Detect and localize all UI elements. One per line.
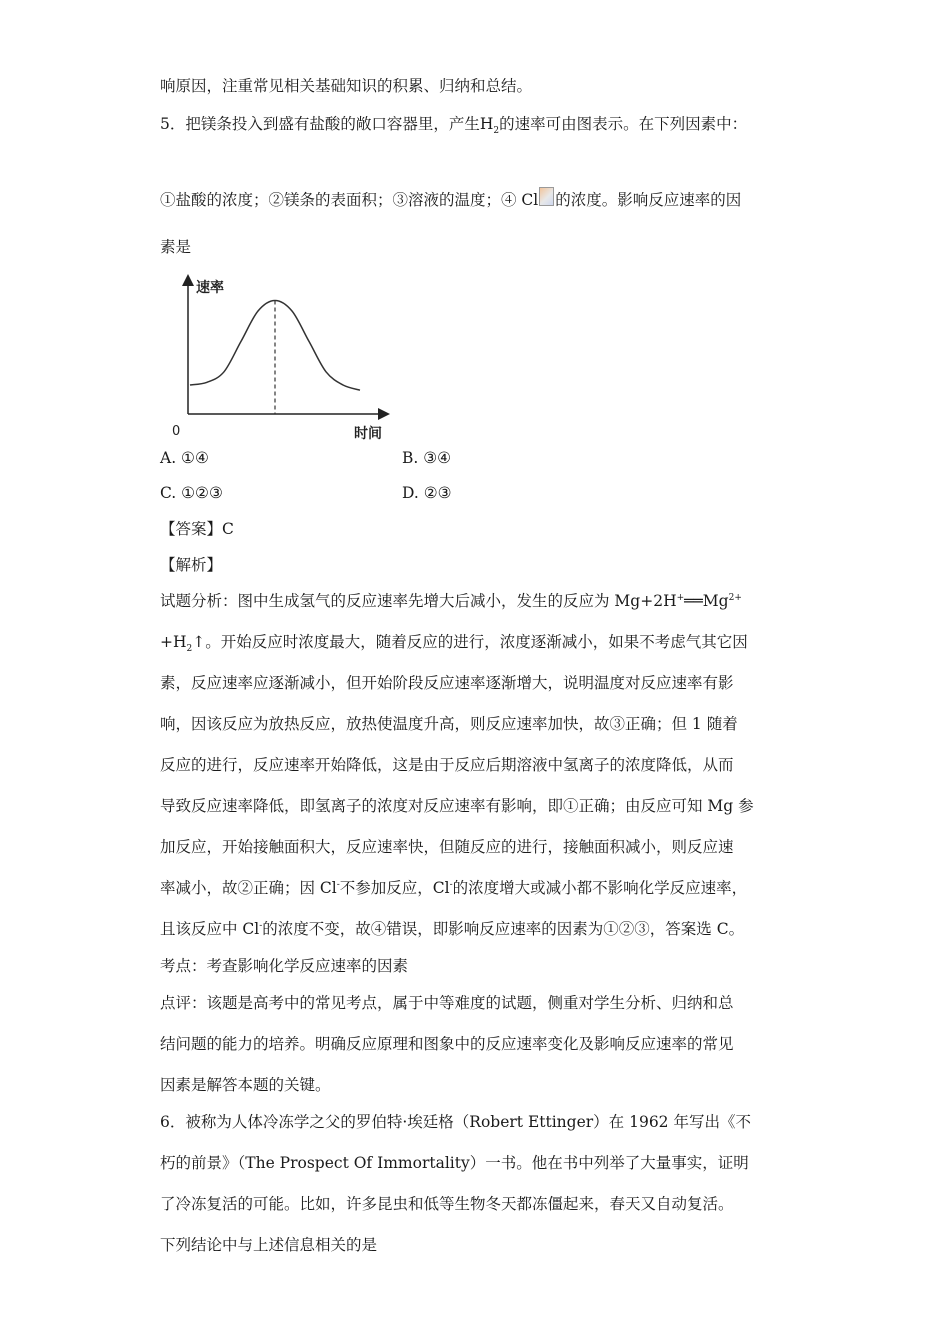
comment-line: 因素是解答本题的关键。 (160, 1076, 331, 1094)
y-axis-label: 速率 (196, 280, 224, 296)
analysis-line: 导致反应速率降低，即氢离子的浓度对反应速率有影响，即①正确；由反应可知 Mg 参 (160, 797, 754, 815)
comment-line: 点评：该题是高考中的常见考点，属于中等难度的试题，侧重对学生分析、归纳和总 (160, 994, 734, 1012)
question-5-factors: ①盐酸的浓度；②镁条的表面积；③溶液的温度；④ Cl 的浓度。影响反应速率的因 (160, 187, 741, 210)
answer-line: 【答案】C (160, 520, 234, 538)
analysis-line: 率减小，故②正确；因 Cl-不参加反应，Cl-的浓度增大或减小都不影响化学反应速率， (160, 879, 748, 897)
origin-label: 0 (172, 424, 181, 439)
option-a[interactable]: A. ①④ (160, 449, 209, 467)
analysis-heading: 【解析】 (160, 556, 223, 574)
analysis-line: 响，因该反应为放热反应，放热使温度升高，则反应速率加快，故③正确；但 1 随着 (160, 715, 738, 733)
comment-line: 结问题的能力的培养。明确反应原理和图象中的反应速率变化及影响反应速率的常见 (160, 1035, 734, 1053)
question-6-line: 6．被称为人体冷冻学之父的罗伯特·埃廷格（Robert Ettinger）在 1962 年写出《不 (160, 1113, 751, 1131)
question-6-line: 朽的前景》（The Prospect Of Immortality）一书。他在书中列举了大量事实，证明 (160, 1154, 749, 1172)
analysis-line: $+H_2↑$。开始反应时浓度最大，随着反应的进行，浓度逐渐减小，如果不考虑气其它因 (160, 633, 748, 655)
text-line: 响原因，注重常见相关基础知识的积累、归纳和总结。 (160, 77, 533, 95)
x-axis-label: 时间 (354, 426, 382, 442)
question-6-line: 了冷冻复活的可能。比如，许多昆虫和低等生物冬天都冻僵起来，春天又自动复活。 (160, 1195, 734, 1213)
rate-time-graph (160, 272, 400, 447)
kaodian-line: 考点：考查影响化学反应速率的因素 (160, 957, 409, 975)
option-b[interactable]: B. ③④ (402, 449, 452, 467)
analysis-line: 试题分析：图中生成氢气的反应速率先增大后减小，发生的反应为 $Mg+2H^+══Mg^{2+}$ (160, 592, 742, 610)
broken-image-icon (539, 187, 554, 206)
question-5-factors-cont: 素是 (160, 238, 192, 256)
analysis-line: 反应的进行，反应速率开始降低，这是由于反应后期溶液中氢离子的浓度降低，从而 (160, 756, 734, 774)
option-d[interactable]: D. ②③ (402, 484, 452, 502)
analysis-line: 加反应，开始接触面积大，反应速率快，但随反应的进行，接触面积减小，则反应速 (160, 838, 734, 856)
question-6-line: 下列结论中与上述信息相关的是 (160, 1236, 378, 1254)
analysis-line: 且该反应中 Cl-的浓度不变，故④错误，即影响反应速率的因素为①②③，答案选 C。 (160, 920, 745, 938)
option-c[interactable]: C. ①②③ (160, 484, 223, 502)
analysis-line: 素，反应速率应逐渐减小，但开始阶段反应速率逐渐增大，说明温度对反应速率有影 (160, 674, 734, 692)
question-5-stem: 5．把镁条投入到盛有盐酸的敞口容器里，产生$H_2$的速率可由图表示。在下列因素中： (160, 115, 748, 137)
